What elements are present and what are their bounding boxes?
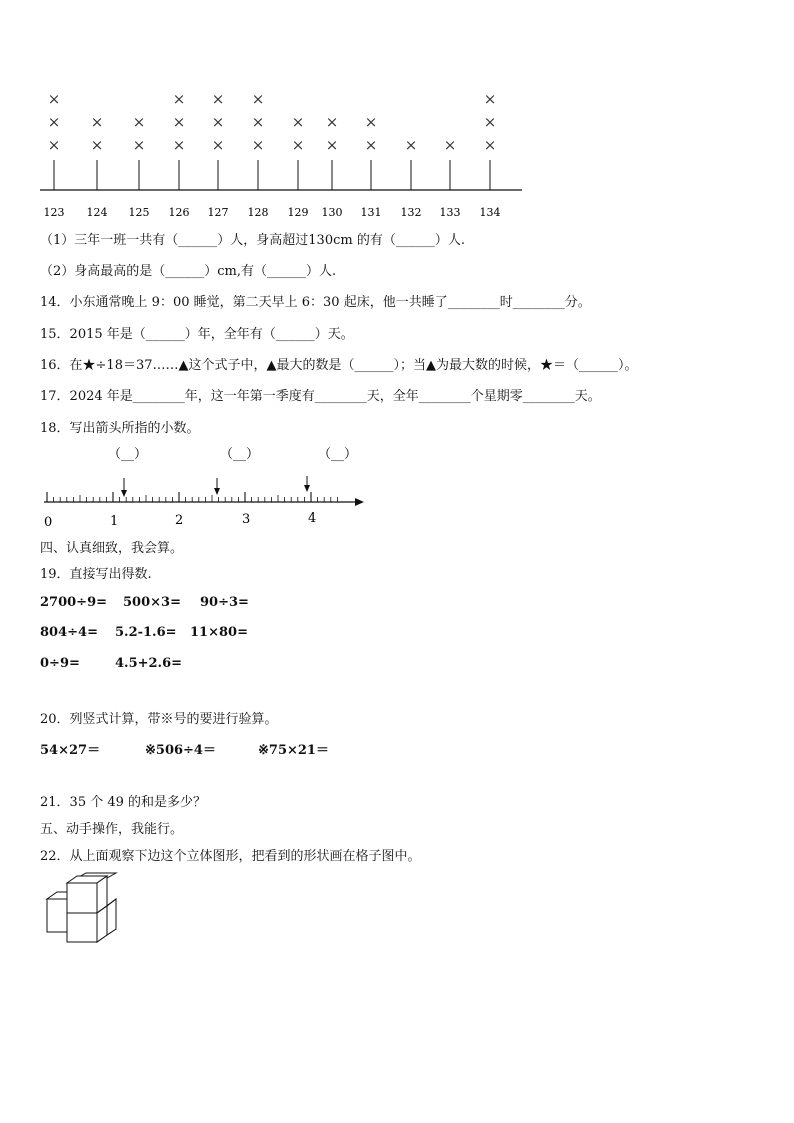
dot-plot-mark: × bbox=[172, 90, 186, 108]
dot-plot-mark: × bbox=[364, 136, 378, 154]
blank-label-2: （__） bbox=[220, 447, 260, 462]
dot-plot-mark: × bbox=[251, 90, 265, 108]
dot-plot-mark: × bbox=[211, 113, 225, 131]
question-19-title: 19．直接写出得数. bbox=[40, 567, 152, 582]
pointer-arrow-3 bbox=[304, 476, 310, 492]
dot-plot-mark: × bbox=[172, 113, 186, 131]
dot-plot-tick-label: 129 bbox=[287, 206, 309, 219]
decimal-number-line bbox=[0, 440, 380, 535]
question-22: 22．从上面观察下边这个立体图形，把看到的形状画在格子图中。 bbox=[40, 849, 421, 864]
q20-item: 54×27＝ bbox=[40, 743, 101, 758]
axis-label-3: 3 bbox=[242, 512, 251, 527]
dot-plot-mark: × bbox=[47, 113, 61, 131]
q19-item: 90÷3= bbox=[200, 595, 249, 610]
q19-item: 2700÷9= bbox=[40, 595, 108, 610]
dot-plot-mark: × bbox=[325, 136, 339, 154]
pointer-arrow-2 bbox=[214, 478, 220, 495]
dot-plot-mark: × bbox=[291, 113, 305, 131]
q19-item: 0÷9= bbox=[40, 656, 80, 671]
q20-item: ※506÷4＝ bbox=[145, 743, 216, 758]
dot-plot-mark: × bbox=[291, 136, 305, 154]
q20-item: ※75×21＝ bbox=[258, 743, 329, 758]
question-16: 16．在★÷18＝37……▲这个式子中，▲最大的数是（______）；当▲为最大数的时候，★＝（______）。 bbox=[40, 358, 638, 373]
dot-plot-tick-label: 127 bbox=[207, 206, 229, 219]
dot-plot-mark: × bbox=[132, 136, 146, 154]
question-18-title: 18．写出箭头所指的小数。 bbox=[40, 421, 200, 436]
dot-plot-mark: × bbox=[483, 90, 497, 108]
question-21: 21．35 个 49 的和是多少？ bbox=[40, 795, 207, 810]
arrow-head-icon bbox=[355, 498, 364, 506]
dot-plot-mark: × bbox=[47, 90, 61, 108]
question-14: 14．小东通常晚上 9：00 睡觉，第二天早上 6：30 起床，他一共睡了________时________分。 bbox=[40, 295, 591, 310]
dot-plot-tick-label: 134 bbox=[479, 206, 501, 219]
dot-plot-tick-label: 126 bbox=[168, 206, 190, 219]
question-20-title: 20．列竖式计算，带※号的要进行验算。 bbox=[40, 712, 278, 727]
question-17: 17．2024 年是________年，这一年第一季度有________天，全年________个星期零________天。 bbox=[40, 389, 601, 404]
dot-plot-tick-label: 133 bbox=[439, 206, 461, 219]
dot-plot-mark: × bbox=[404, 136, 418, 154]
dot-plot-mark: × bbox=[47, 136, 61, 154]
dot-plot-tick-label: 125 bbox=[128, 206, 150, 219]
q19-item: 500×3= bbox=[123, 595, 181, 610]
dot-plot-tick-label: 124 bbox=[86, 206, 108, 219]
dot-plot-mark: × bbox=[211, 136, 225, 154]
q13-line1: （1）三年一班一共有（______）人，身高超过130cm 的有（______）人. bbox=[40, 233, 465, 248]
dot-plot-tick-label: 123 bbox=[43, 206, 65, 219]
axis-label-2: 2 bbox=[175, 513, 184, 528]
blank-label-1: （__） bbox=[108, 447, 148, 462]
dot-plot-tick-label: 130 bbox=[321, 206, 343, 219]
axis-label-4: 4 bbox=[308, 511, 317, 526]
dot-plot-mark: × bbox=[90, 136, 104, 154]
dot-plot-mark: × bbox=[443, 136, 457, 154]
q19-item: 4.5+2.6= bbox=[115, 656, 183, 671]
dot-plot-mark: × bbox=[251, 113, 265, 131]
dot-plot-mark: × bbox=[172, 136, 186, 154]
dot-plot-mark: × bbox=[132, 113, 146, 131]
cube-stack-figure bbox=[40, 868, 130, 948]
dot-plot-mark: × bbox=[483, 113, 497, 131]
dot-plot-mark: × bbox=[364, 113, 378, 131]
q19-item: 804÷4= bbox=[40, 625, 98, 640]
dot-plot-tick-label: 128 bbox=[247, 206, 269, 219]
q13-line2: （2）身高最高的是（______）cm,有（______）人. bbox=[40, 264, 337, 279]
q19-item: 11×80= bbox=[190, 625, 248, 640]
pointer-arrow-1 bbox=[121, 478, 127, 497]
dot-plot-mark: × bbox=[483, 136, 497, 154]
dot-plot-mark: × bbox=[325, 113, 339, 131]
section-4-heading: 四、认真细致，我会算。 bbox=[40, 541, 184, 556]
dot-plot-mark: × bbox=[90, 113, 104, 131]
dot-plot-tick-label: 132 bbox=[400, 206, 422, 219]
height-dot-plot bbox=[0, 80, 560, 230]
blank-label-3: （__） bbox=[318, 447, 358, 462]
dot-plot-tick-label: 131 bbox=[360, 206, 382, 219]
q19-item: 5.2-1.6= bbox=[115, 625, 177, 640]
section-5-heading: 五、动手操作，我能行。 bbox=[40, 822, 184, 837]
axis-label-0: 0 bbox=[44, 515, 53, 530]
axis-label-1: 1 bbox=[110, 514, 119, 529]
dot-plot-mark: × bbox=[211, 90, 225, 108]
question-15: 15．2015 年是（______）年，全年有（______）天。 bbox=[40, 327, 354, 342]
dot-plot-mark: × bbox=[251, 136, 265, 154]
